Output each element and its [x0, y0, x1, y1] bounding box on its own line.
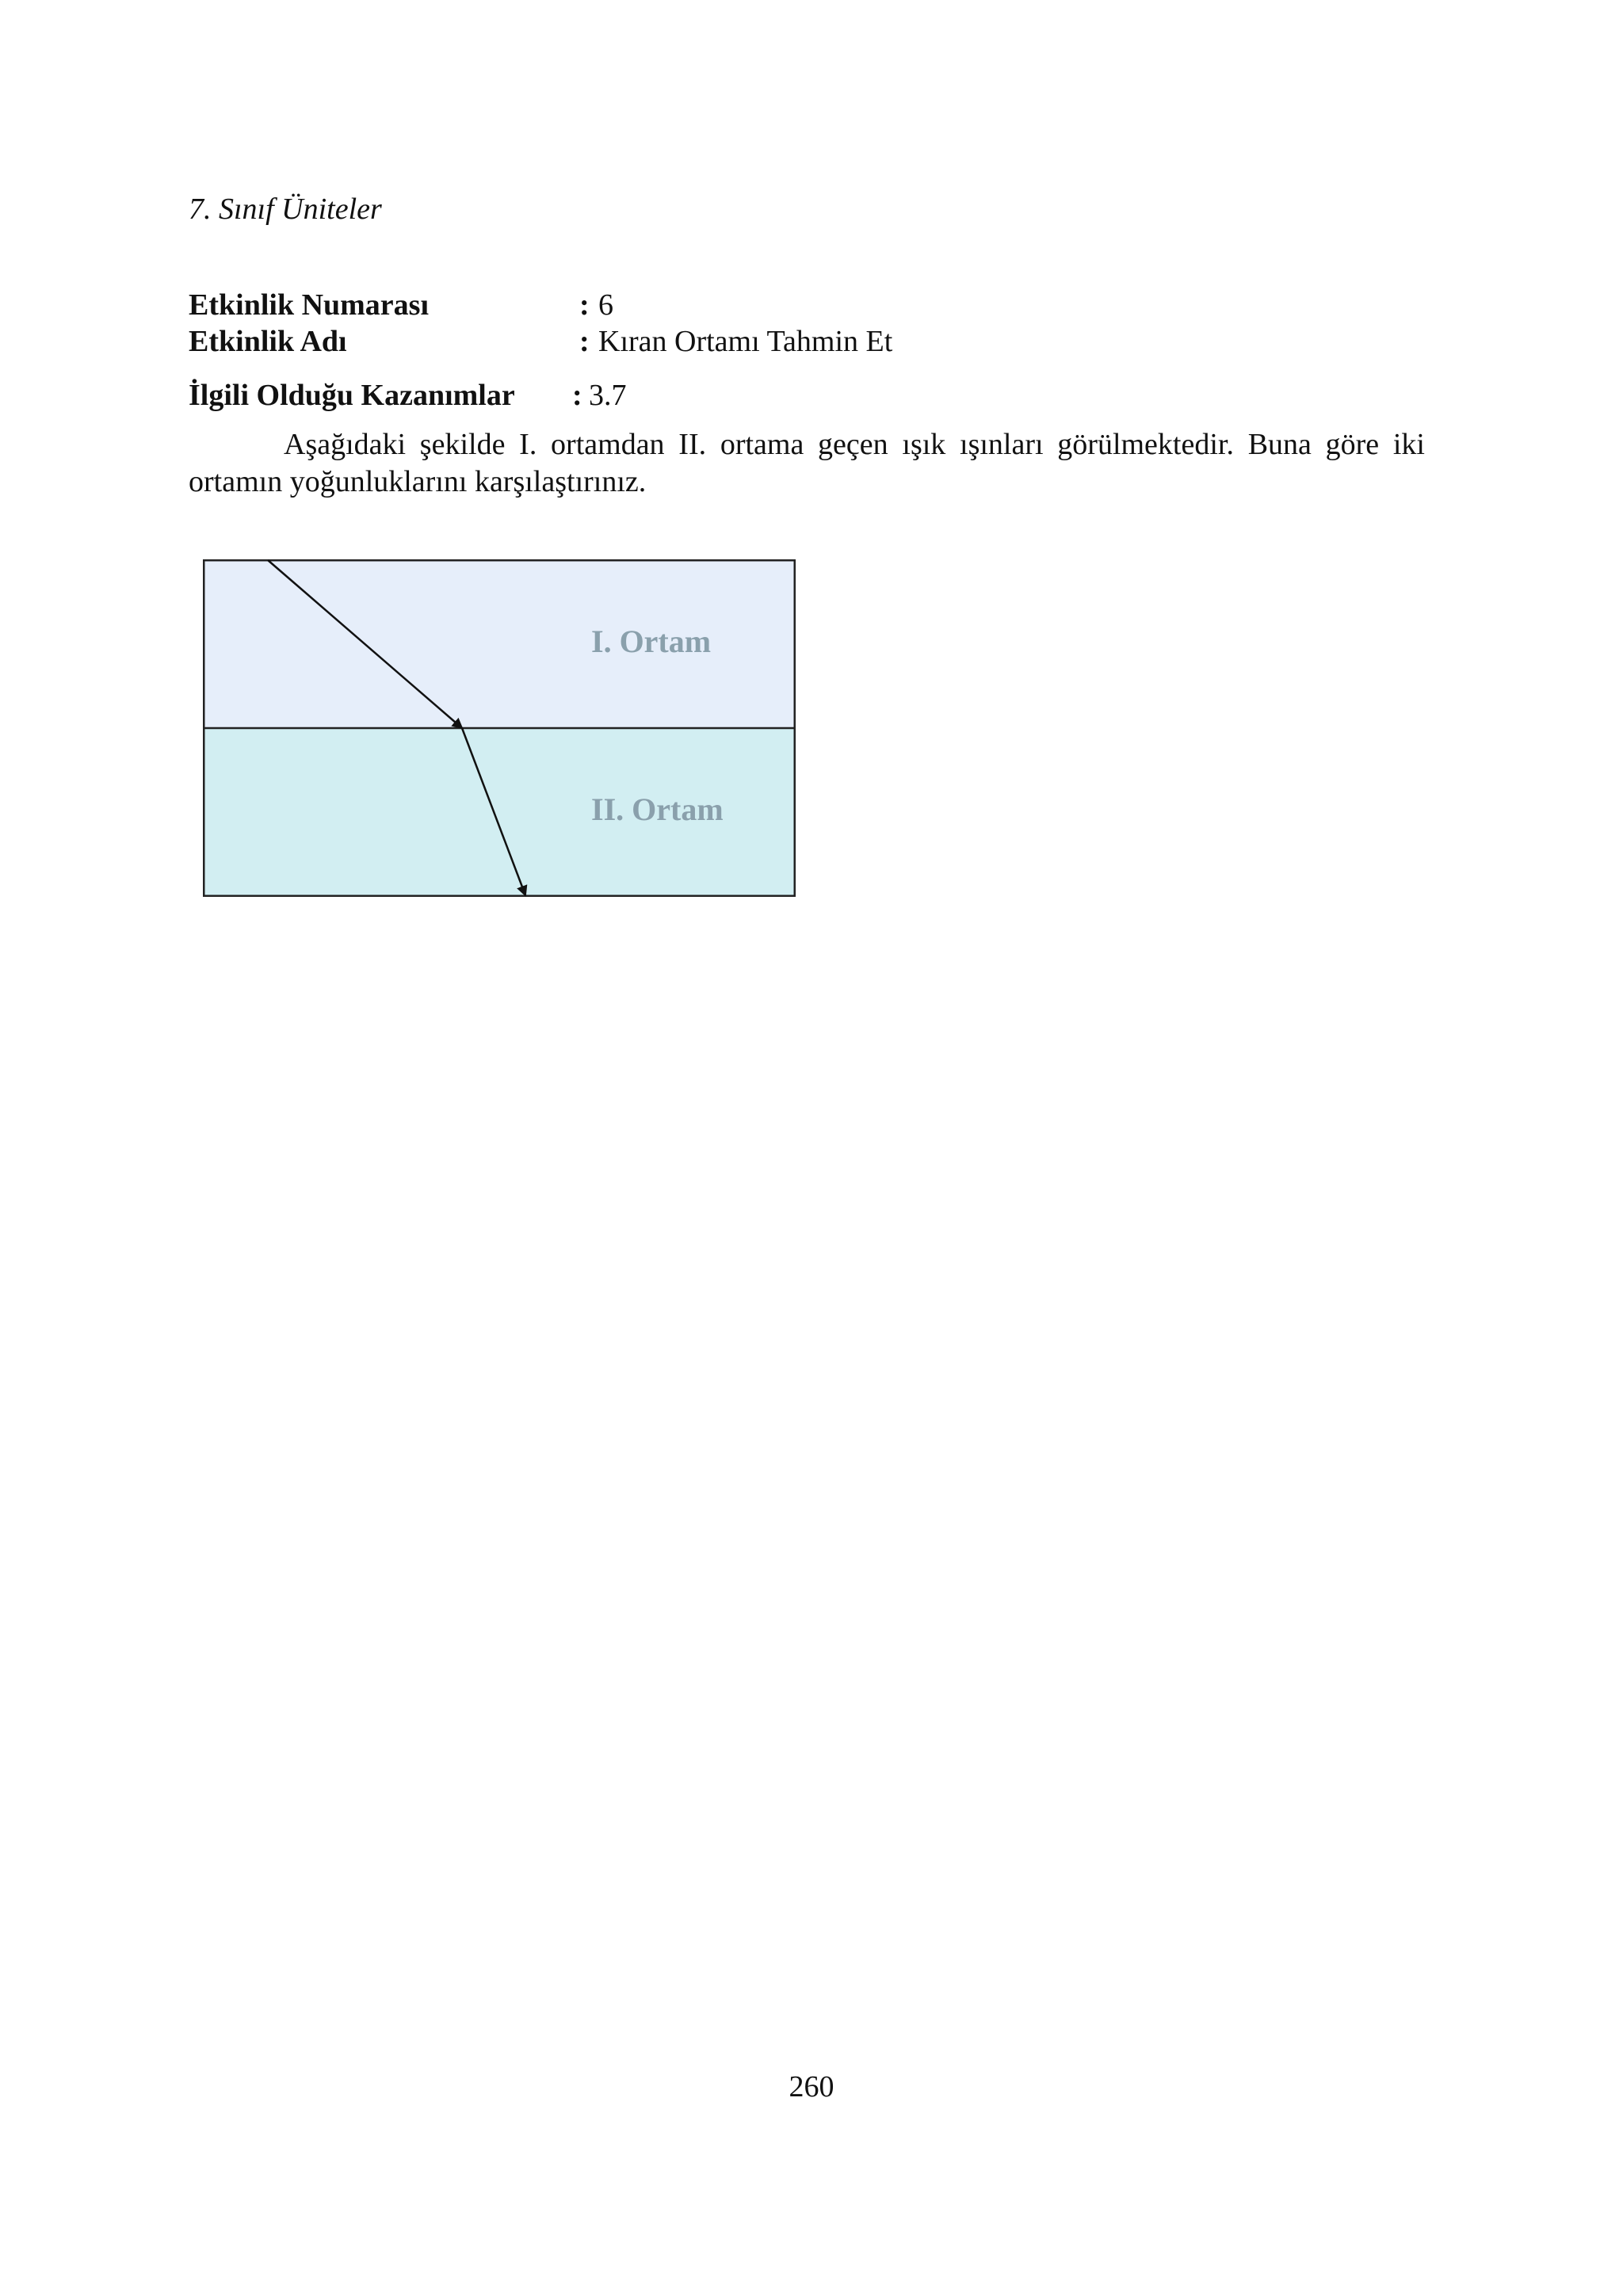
activity-name-value: Kıran Ortamı Tahmin Et — [598, 325, 893, 358]
related-outcomes-value: 3.7 — [589, 379, 627, 412]
activity-number-row — [189, 287, 613, 323]
related-outcomes-colon: : — [572, 379, 582, 412]
activity-number-label: Etkinlik Numarası — [189, 288, 430, 322]
activity-name-colon: : — [579, 325, 590, 358]
activity-name-row — [189, 323, 893, 360]
activity-name-label: Etkinlik Adı — [189, 325, 347, 358]
related-outcomes-label: İlgili Olduğu Kazanımlar — [189, 379, 515, 412]
medium-2-label: II. Ortam — [591, 791, 724, 827]
activity-number-value: 6 — [598, 288, 613, 322]
page-number: 260 — [789, 2070, 834, 2103]
related-outcomes-row — [189, 377, 627, 414]
medium-1-label: I. Ortam — [591, 624, 712, 659]
refraction-figure — [203, 559, 796, 897]
refraction-diagram — [203, 559, 796, 897]
activity-number-colon: : — [579, 288, 590, 322]
running-header: 7. Sınıf Üniteler — [189, 193, 382, 226]
question-text: Aşağıdaki şekilde I. ortamdan II. ortama geçen ışık ışınları görülmektedir. Buna göre iki ortamın yoğunluklarını karşılaştırınız. — [189, 428, 1425, 498]
